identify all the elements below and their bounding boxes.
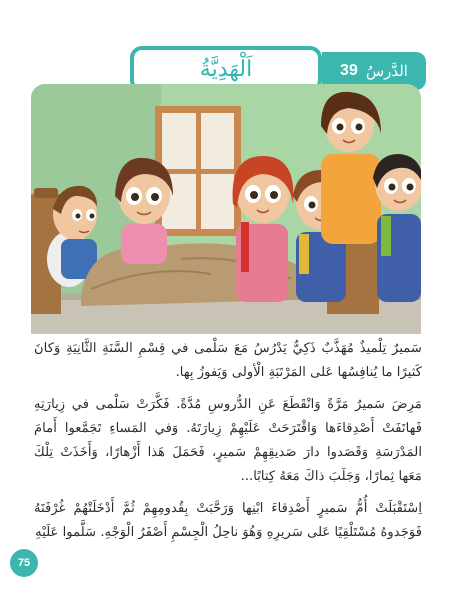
story-illustration [31,84,421,334]
lesson-label: الدَّرسُ [365,62,408,80]
red-haired-girl [233,156,294,302]
window [155,106,241,236]
story-paragraph-3: اِسْتَقْبَلَتْ أُمُّ سَميرٍ أَصْدِقاءَ ابْنِها وَرَحَّبَتْ بِقُدومِهِمْ ثُمَّ أَدْخَلَتْهُمْ غُرْفَتَهُ فَوَجَدوهُ مُسْتَلْقِيًا عَلى سَريرِهِ وَهُوَ ناحِلُ الْجِسْمِ أَصْفَرُ الْوَجْهِ. سَلَّموا عَلَيْهِ [34,501,422,540]
story-paragraph-1: سَميرٌ تِلْميذٌ مُهَذَّبٌ ذَكِيٌّ يَدْرُسُ مَعَ سَلْمى في قِسْمِ السَّنَةِ الثَّانِيَةِ وَكانَ كَثيرًا ما يُنافِسُها عَلى المَرْتَبَةِ الْأولى وَيَفوزُ بِها. [34,341,422,380]
girl-friend [115,158,173,264]
mother [321,92,381,244]
story-text [34,337,422,553]
lesson-title: اَلْهَدِيَّةُ [199,56,253,82]
page-number-badge [10,549,38,577]
story-paragraph-2: مَرِضَ سَميرٌ مَرَّةً وَانْقَطَعَ عَنِ الدُّروسِ مُدَّةً. فَكَّرَتْ سَلْمى في زِيارَتِهِ فَهاتَفَتْ أَصْدِقاءَها وَاقْتَرَحَتْ عَلَيْهِمْ زِيارَتَهُ. وَفي المَساءِ تَجَمَّعوا أَمامَ المَدْرَسَةِ وَقَصَدوا دارَ صَديقِهِمْ سَميرٍ، فَحَمَلَ هَذا أَزْهارًا، وَأَخَذَتْ تِلْكَ مَعَها ثِمارًا، وَجَلَبَ ذاكَ مَعَهُ كِتابًا... [34,397,422,484]
boy-far-right [373,154,421,302]
illustration-scene [31,84,421,334]
lesson-number: 39 [340,62,358,79]
page-number: 75 [17,557,31,569]
